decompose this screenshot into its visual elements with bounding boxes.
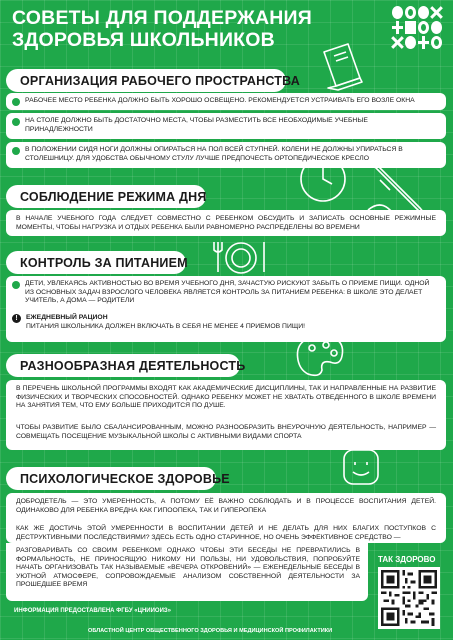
qr-label: ТАК ЗДОРОВО: [378, 555, 436, 564]
footer-center: ОБЛАСТНОЙ ЦЕНТР ОБЩЕСТВЕННОГО ЗДОРОВЬЯ И МЕДИЦИНСКОЙ ПРОФИЛАКТИКИ: [88, 628, 333, 634]
bullet-icon: [12, 98, 20, 106]
schedule-card: В НАЧАЛЕ УЧЕБНОГО ГОДА СЛЕДУЕТ СОВМЕСТНО С РЕБЕНКОМ ОБСУДИТЬ И ЗАПИСАТЬ ОСНОВНЫЕ РЕЖИМНЫЕ МОМЕНТЫ, ЧТОБЫ НАГРУЗКА И ОТДЫХ РЕБЕНКА БЫЛИ РАВНОМЕРНО РАСПРЕДЕЛЕНЫ ВО ВРЕМЕНИ: [6, 210, 446, 236]
workspace-item-3: В ПОЛОЖЕНИИ СИДЯ НОГИ ДОЛЖНЫ ОПИРАТЬСЯ НА ПОЛ ВСЕЙ СТУПНЕЙ. КОЛЕНИ НЕ ДОЛЖНЫ УПИРАТЬСЯ В СТОЛЕШНИЦУ. ДЛЯ УДОБСТВА ОБЫЧНОМУ СТУЛУ ЛУЧШЕ ПРЕДПОЧЕСТЬ ОРТОПЕДИЧЕСКОЕ КРЕСЛО: [6, 142, 446, 168]
section-heading-nutrition: КОНТРОЛЬ ЗА ПИТАНИЕМ: [6, 251, 186, 274]
psychology-card-top: ДОБРОДЕТЕЛЬ — ЭТО УМЕРЕННОСТЬ, А ПОТОМУ ЕЁ ВАЖНО СОБЛЮДАТЬ И В ПРОЦЕССЕ ВОСПИТАНИЯ ДЕТЕЙ. ОДИНАКОВО ДЛЯ РЕБЕНКА ВРЕДНА КАК ГИПООПЕКА, ТАК И ГИПЕРОПЕКА КАК ЖЕ ДОСТИЧЬ ЭТОЙ УМЕРЕННОСТИ В ВОСПИТАНИИ ДЕТЕЙ И НЕ ДЕЛАТЬ ДЛЯ НИХ БЛАГИХ ПОСТУПКОВ С ДЕСТРУКТИВНЫМИ ПОСЛЕДСТВИЯМИ? ЗДЕСЬ ЕСТЬ ОДНО СТАРИННОЕ, НО ОЧЕНЬ ЭФФЕКТИВНОЕ СРЕДСТВО —: [6, 493, 446, 543]
psychology-card-bottom: РАЗГОВАРИВАТЬ СО СВОИМ РЕБЕНКОМ! ОДНАКО ЧТОБЫ ЭТИ БЕСЕДЫ НЕ ПРЕВРАТИЛИСЬ В ФОРМАЛЬНОСТЬ, НЕ ПРИНОСЯЩУЮ НИКОМУ НИ ПОЛЬЗЫ, НИ УДОВОЛЬСТВИЯ, ПОПРОБУЙТЕ НАЧАТЬ ОРГАНИЗОВАТЬ ТАК НАЗЫВАЕМЫЕ «ВЕЧЕРА ОТКРОВЕНИЙ» — ЕЖЕНЕДЕЛЬНЫЕ БЕСЕДЫ В УЮТНОЙ АТМОСФЕРЕ, СОПРОВОЖДАЕМЫЕ АНАЛИЗОМ СОБСТВЕННОЙ ДЕЯТЕЛЬНОСТИ ЗА ПРОШЕДШЕЕ ВРЕМЯ: [6, 543, 368, 601]
book-icon: [318, 40, 366, 92]
section-heading-psychology: ПСИХОЛОГИЧЕСКОЕ ЗДОРОВЬЕ: [6, 467, 216, 490]
bullet-icon: [12, 281, 20, 289]
section-heading-schedule: СОБЛЮДЕНИЕ РЕЖИМА ДНЯ: [6, 185, 206, 208]
workspace-item-2: НА СТОЛЕ ДОЛЖНО БЫТЬ ДОСТАТОЧНО МЕСТА, ЧТОБЫ РАЗМЕСТИТЬ ВСЕ НЕОБХОДИМЫЕ УЧЕБНЫЕ ПРИНАДЛЕЖНОСТИ: [6, 113, 446, 139]
poster-title: СОВЕТЫ ДЛЯ ПОДДЕРЖАНИЯ ЗДОРОВЬЯ ШКОЛЬНИКОВ: [12, 7, 312, 51]
activity-card: В ПЕРЕЧЕНЬ ШКОЛЬНОЙ ПРОГРАММЫ ВХОДЯТ КАК АКАДЕМИЧЕСКИЕ ДИСЦИПЛИНЫ, ТАК И НАПРАВЛЕННЫЕ НА РАЗВИТИЕ ФИЗИЧЕСКИХ И ТВОРЧЕСКИХ СПОСОБНОСТЕЙ. ОДНАКО РЕБЕНКУ МОЖЕТ НЕ ХВАТАТЬ ОТВЕДЕННОГО В ШКОЛЕ ВРЕМЕНИ НА ЗАНЯТИЯ ТЕМ, ЧТО ЕМУ БОЛЬШЕ ПРИХОДИТСЯ ПО ДУШЕ. ЧТОБЫ РАЗВИТИЕ БЫЛО СБАЛАНСИРОВАННЫМ, МОЖНО РАЗНООБРАЗИТЬ ВНЕУРОЧНУЮ ДЕЯТЕЛЬНОСТЬ, НАПРИМЕР — СОВМЕЩАТЬ ПОСЕЩЕНИЕ МУЗЫКАЛЬНОЙ ШКОЛЫ С АКТИВНЫМИ ВИДАМИ СПОРТА: [6, 380, 446, 450]
bullet-icon: [12, 118, 20, 126]
qr-code[interactable]: [378, 567, 440, 629]
smile-icon: [340, 446, 382, 488]
exclamation-icon: !: [12, 314, 21, 323]
section-heading-activity: РАЗНООБРАЗНАЯ ДЕЯТЕЛЬНОСТЬ: [6, 354, 240, 377]
workspace-item-1: РАБОЧЕЕ МЕСТО РЕБЕНКА ДОЛЖНО БЫТЬ ХОРОШО ОСВЕЩЕНО. РЕКОМЕНДУЕТСЯ УСТРАИВАТЬ ЕГО ВОЗЛЕ ОКНА: [6, 93, 446, 110]
footer-source: ИНФОРМАЦИЯ ПРЕДОСТАВЛЕНА ФГБУ «ЦНИИОИЗ»: [14, 608, 171, 614]
logo: [392, 6, 444, 52]
nutrition-card: ДЕТИ, УВЛЕКАЯСЬ АКТИВНОСТЬЮ ВО ВРЕМЯ УЧЕБНОГО ДНЯ, ЗАЧАСТУЮ РИСКУЮТ ЗАБЫТЬ О ПРИЕМЕ ПИЩИ. ОДНОЙ ИЗ ОСНОВНЫХ ЗАДАЧ ВЗРОСЛОГО ЧЕЛОВЕКА ЯВЛЯЕТСЯ КОНТРОЛЬ ЗА ПИТАНИЕМ РЕБЕНКА: В ШКОЛЕ ЭТО ДЕЛАЕТ УЧИТЕЛЬ, А ДОМА — РОДИТЕЛИ ! ЕЖЕДНЕВНЫЙ РАЦИОН ПИТАНИЯ ШКОЛЬНИКА ДОЛЖЕН ВКЛЮЧАТЬ В СЕБЯ НЕ МЕНЕЕ 4 ПРИЕМОВ ПИЩИ!: [6, 276, 446, 342]
plate-icon: [212, 236, 270, 276]
bullet-icon: [12, 147, 20, 155]
section-heading-workspace: ОРГАНИЗАЦИЯ РАБОЧЕГО ПРОСТРАНСТВА: [6, 69, 286, 92]
